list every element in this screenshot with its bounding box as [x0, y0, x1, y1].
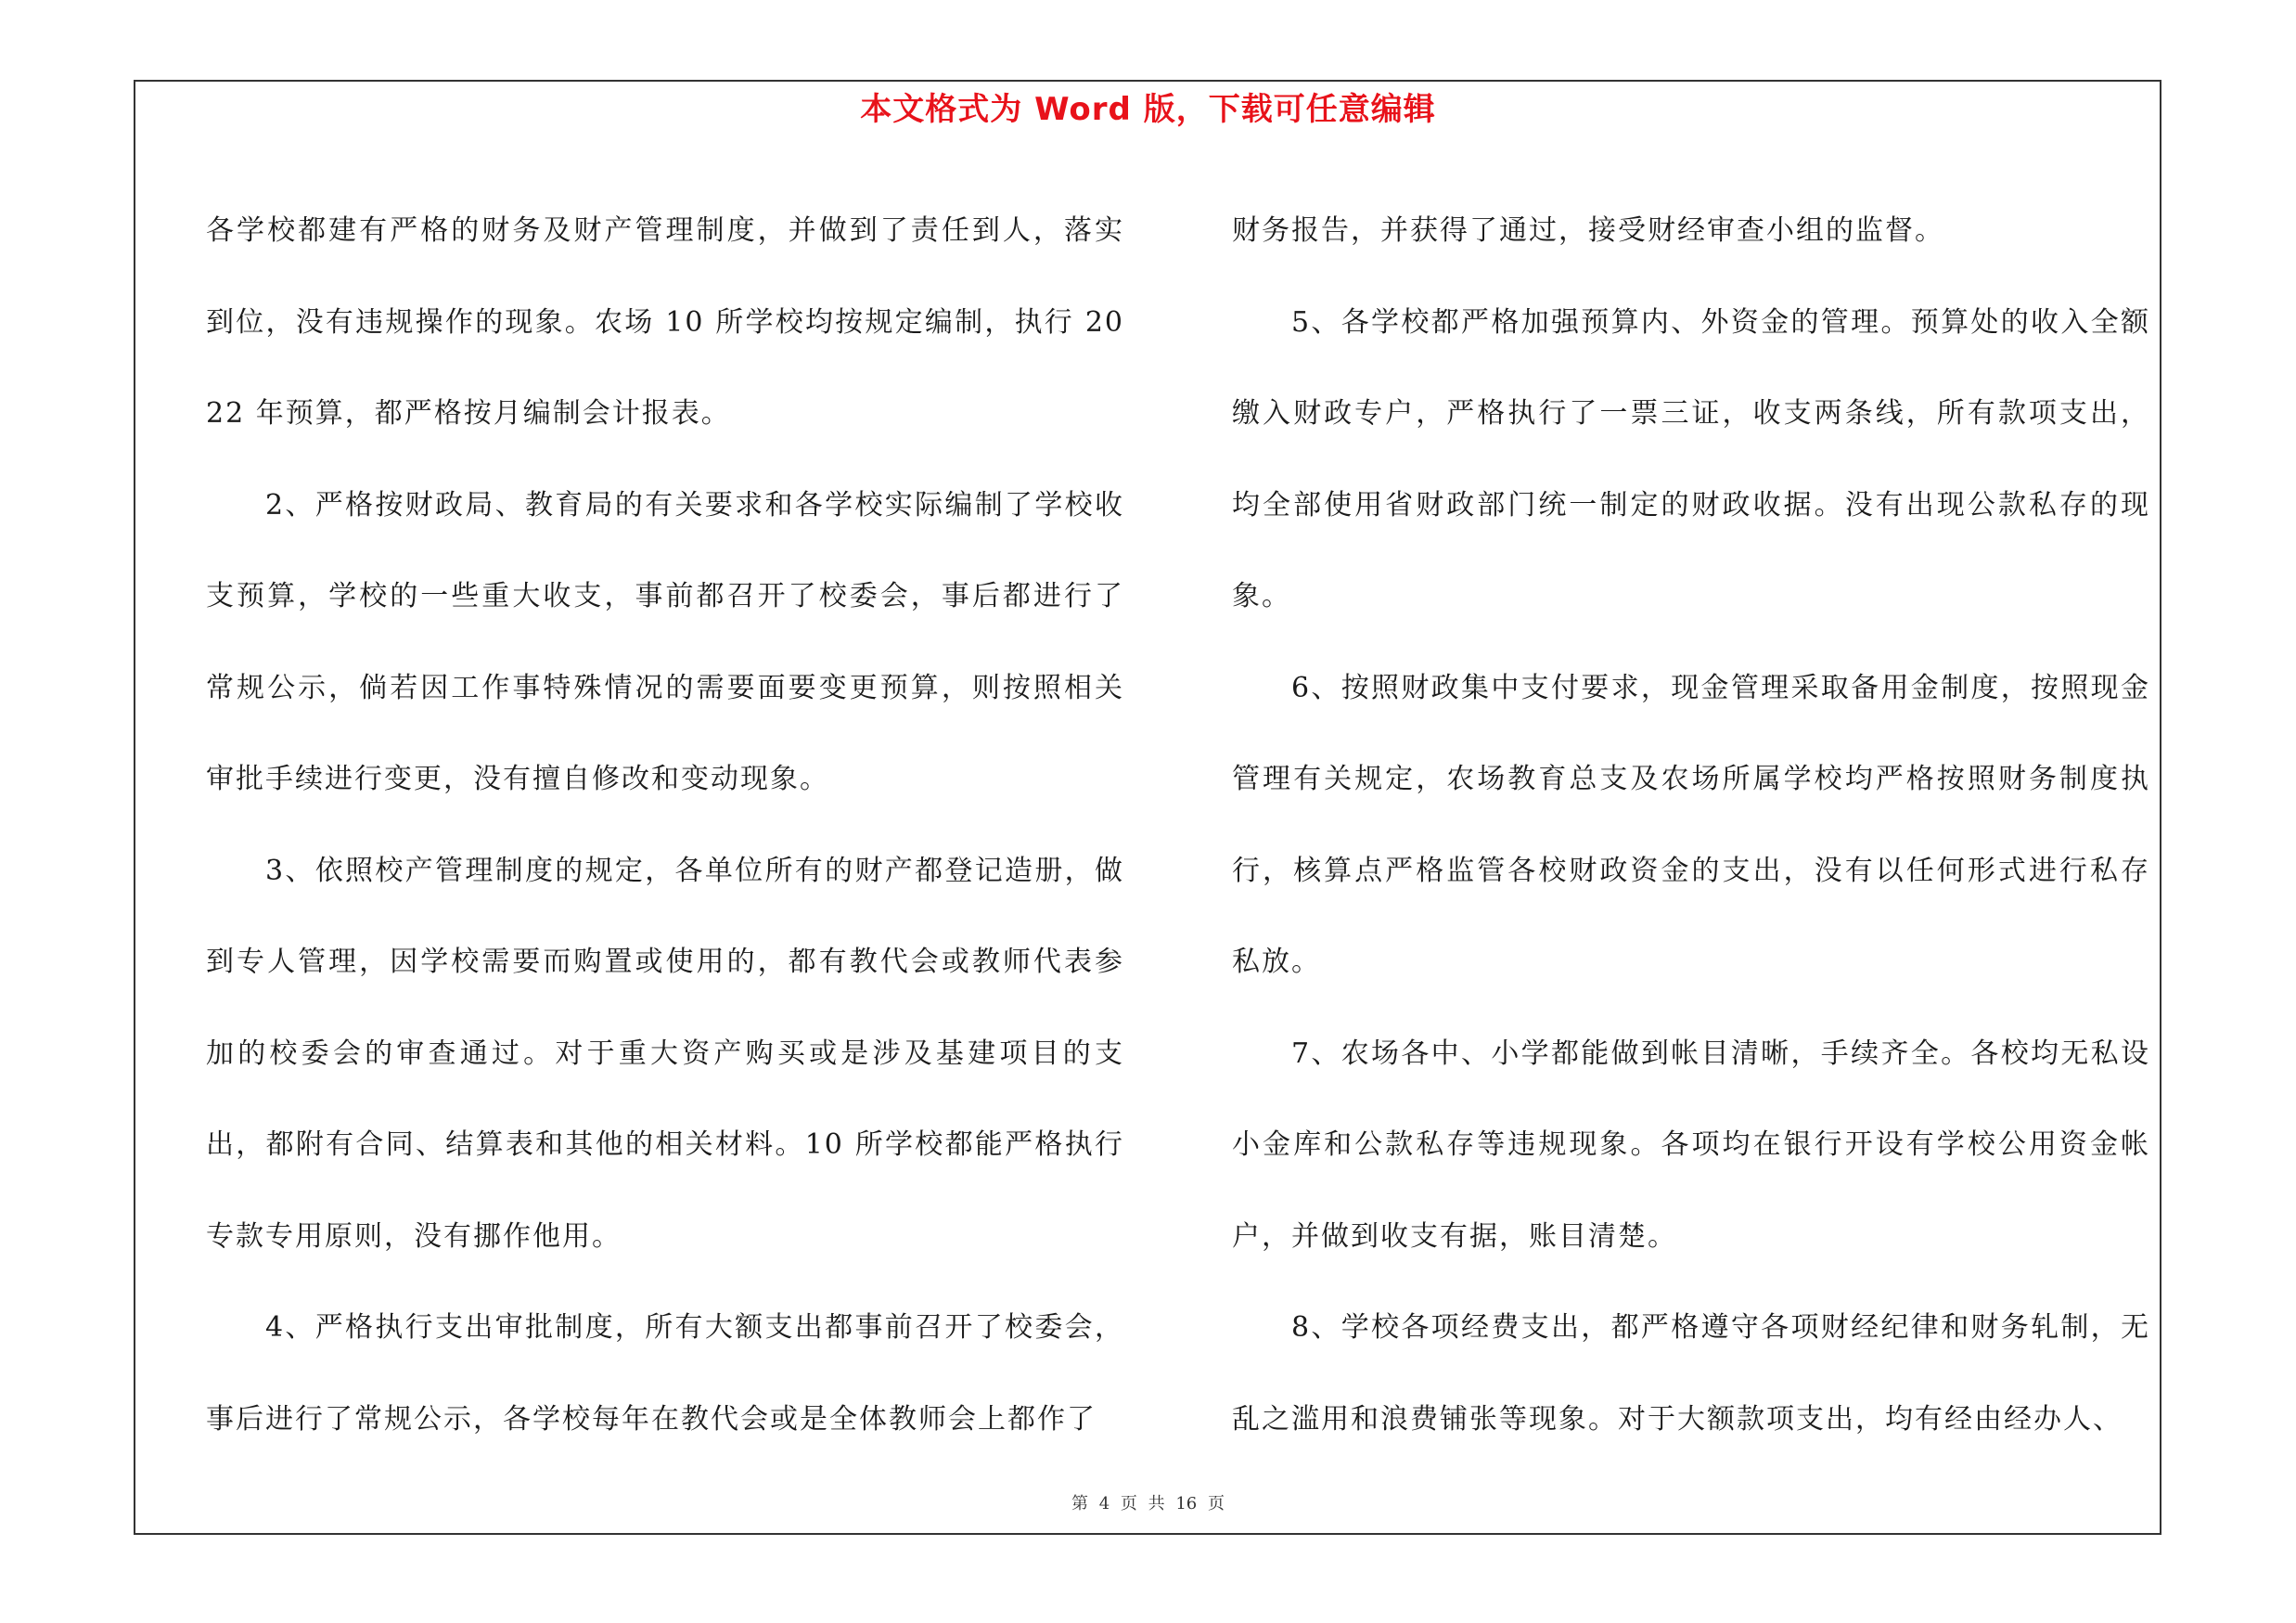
paragraph-continued: 各学校都建有严格的财务及财产管理制度，并做到了责任到人，落实到位，没有违规操作的现象。农场 10 所学校均按规定编制，执行 2022 年预算，都严格按月编制会计报表。: [206, 214, 1124, 430]
paragraph-item-4-continued: 财务报告，并获得了通过，接受财经审查小组的监督。: [1232, 214, 1944, 247]
paragraph-item-4: 4、严格执行支出审批制度，所有大额支出都事前召开了校委会，事后进行了常规公示，各学校每年在教代会或是全体教师会上都作了: [206, 1311, 1124, 1436]
paragraph-item-2: 2、严格按财政局、教育局的有关要求和各学校实际编制了学校收支预算，学校的一些重大收支，事前都召开了校委会，事后都进行了常规公示，倘若因工作事特殊情况的需要面要变更预算，则按照相关审批手续进行变更，没有擅自修改和变动现象。: [206, 488, 1124, 795]
paragraph-item-5: 5、各学校都严格加强预算内、外资金的管理。预算处的收入全额缴入财政专户，严格执行了一票三证，收支两条线，所有款项支出，均全部使用省财政部门统一制定的财政收据。没有出现公款私存的现象。: [1232, 305, 2150, 612]
right-column: [1232, 186, 2150, 1465]
paragraph-item-8: 8、学校各项经费支出，都严格遵守各项财经纪律和财务轧制，无乱之滥用和浪费铺张等现象。对于大额款项支出，均有经由经办人、: [1232, 1311, 2150, 1436]
format-notice-banner: 本文格式为 Word 版，下载可任意编辑: [860, 91, 1436, 128]
page-number-footer: 第 4 页 共 16 页: [1071, 1494, 1225, 1514]
paragraph-item-6: 6、按照财政集中支付要求，现金管理采取备用金制度，按照现金管理有关规定，农场教育总支及农场所属学校均严格按照财务制度执行，核算点严格监管各校财政资金的支出，没有以任何形式进行私存私放。: [1232, 671, 2150, 978]
paragraph-item-3: 3、依照校产管理制度的规定，各单位所有的财产都登记造册，做到专人管理，因学校需要而购置或使用的，都有教代会或教师代表参加的校委会的审查通过。对于重大资产购买或是涉及基建项目的支出，都附有合同、结算表和其他的相关材料。10 所学校都能严格执行专款专用原则，没有挪作他用。: [206, 854, 1124, 1253]
paragraph-item-7: 7、农场各中、小学都能做到帐目清晰，手续齐全。各校均无私设小金库和公款私存等违规现象。各项均在银行开设有学校公用资金帐户，并做到收支有据，账目清楚。: [1232, 1037, 2150, 1253]
left-column: [206, 186, 1124, 1465]
